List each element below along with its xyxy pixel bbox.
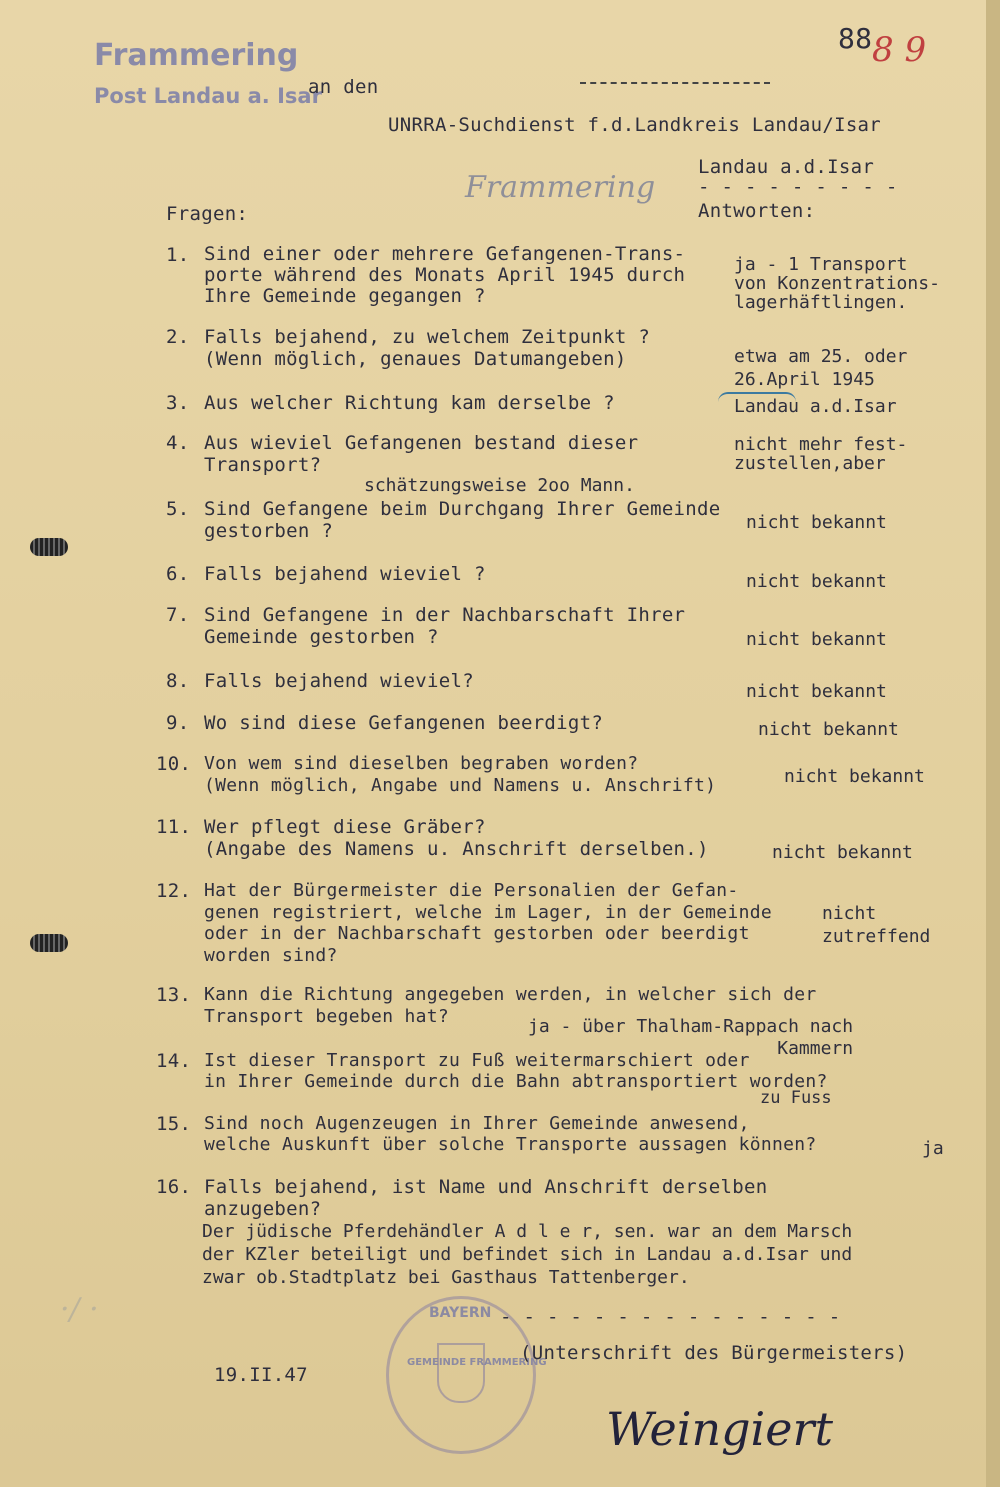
question-number: 6. [166,563,190,585]
question-text: Falls bejahend, zu welchem Zeitpunkt ? (Wenn möglich, genaues Datumangeben) [204,326,651,370]
header-signature-scribble: Frammering [465,170,656,205]
question-number: 5. [166,498,190,520]
answer-text: etwa am 25. oder 26.April 1945 [734,346,908,390]
answer-text: nicht bekannt [784,766,925,787]
answer-text: ja [922,1138,944,1159]
question-text: Kann die Richtung angegeben werden, in welcher sich der Transport begeben hat? [204,984,817,1027]
answer-text: zu Fuss [760,1088,832,1108]
question-text: Sind Gefangene in der Nachbarschaft Ihrer Gemeinde gestorben ? [204,604,686,648]
answer-text: ja - über Thalham-Rappach nach Kammern [528,1016,854,1059]
answer-text: nicht mehr fest- zustellen,aber [734,434,908,474]
answer-text: ja - 1 Transport von Konzentrations- lagerhäftlingen. [734,254,940,313]
punch-hole-icon [30,934,68,952]
answer-text: Der jüdische Pferdehändler A d l e r, sen. war an dem Marsch der KZler beteiligt und befindet sich in Landau a.d.Isar und zwar ob.Stadtplatz bei Gasthaus Tattenberger. [202,1221,853,1288]
question-text: Von wem sind dieselben begraben worden? (Wenn möglich, Angabe und Namens u. Anschrift) [204,753,717,796]
punch-hole-icon [30,538,68,556]
question-number: 9. [166,712,190,734]
question-text: Sind einer oder mehrere Gefangenen-Trans- porte während des Monats April 1945 durch Ihre Gemeinde gegangen ? [204,243,686,307]
paper-edge [986,0,1000,1487]
pencil-mark: ·/ · [60,1292,99,1327]
answer-text: nicht bekannt [772,842,913,863]
question-number: 16. [156,1176,192,1198]
question-number: 13. [156,984,192,1006]
question-text: Wo sind diese Gefangenen beerdigt? [204,712,604,734]
header-recipient: UNRRA-Suchdienst f.d.Landkreis Landau/Isar [388,114,882,136]
signature-rule: - - - - - - - - - - - - - - - [500,1306,841,1328]
header-prefix: an den [308,76,379,98]
answer-text: nicht bekannt [746,629,887,650]
question-text: Sind noch Augenzeugen in Ihrer Gemeinde anwesend, welche Auskunft über solche Transporte aussagen können? [204,1113,817,1155]
mayor-signature: Weingiert [606,1402,833,1456]
answer-text: nicht bekannt [746,512,887,533]
document-date: 19.II.47 [214,1364,308,1386]
question-number: 8. [166,670,190,692]
answers-heading: Antworten: [698,200,816,222]
seal-top-text: BAYERN [429,1305,492,1321]
question-number: 11. [156,816,192,838]
question-number: 14. [156,1050,192,1072]
answer-text: nicht bekannt [758,719,899,740]
question-text: Falls bejahend wieviel? [204,670,474,692]
question-text: Falls bejahend, ist Name und Anschrift derselben anzugeben? [204,1176,768,1220]
question-number: 1. [166,244,190,266]
signature-label: (Unterschrift des Bürgermeisters) [520,1342,908,1364]
question-text: Sind Gefangene beim Durchgang Ihrer Gemeinde gestorben ? [204,498,721,542]
header-place: Landau a.d.Isar [698,156,875,178]
answer-continuation: schätzungsweise 2oo Mann. [364,475,635,496]
answer-text: nicht bekannt [746,681,887,702]
question-text: Wer pflegt diese Gräber? (Angabe des Namens u. Anschrift derselben.) [204,816,709,860]
question-number: 10. [156,753,192,775]
page-number-handwritten: 8 9 [872,30,927,70]
question-number: 12. [156,880,192,902]
question-text: Hat der Bürgermeister die Personalien der Gefan- genen registriert, welche im Lager, in der Gemeinde oder in der Nachbarschaft gestorben oder beerdigt worden sind? [204,880,772,966]
answer-text: nicht bekannt [746,571,887,592]
question-number: 15. [156,1113,192,1135]
answer-text: nicht zutreffend [822,903,931,947]
question-text: Aus wieviel Gefangenen bestand dieser Transport? [204,432,639,476]
header-place-rule: - - - - - - - - - [698,176,898,198]
answer-text: Landau a.d.Isar [734,396,897,417]
question-number: 7. [166,604,190,626]
question-number: 2. [166,326,190,348]
stamp-post: Post Landau a. Isar [94,84,322,108]
stamp-municipality: Frammering [94,38,299,73]
question-text: Ist dieser Transport zu Fuß weitermarschiert oder in Ihrer Gemeinde durch die Bahn abtransportiert worden? [204,1050,828,1092]
question-number: 4. [166,432,190,454]
question-number: 3. [166,392,190,414]
seal-side-text: GEMEINDE FRAMMERING [407,1357,547,1368]
seal-coat-of-arms-icon [437,1343,485,1403]
question-text: Aus welcher Richtung kam derselbe ? [204,392,615,414]
questions-heading: Fragen: [166,203,249,225]
page-number: 88 [838,22,873,55]
header-rule [580,82,770,84]
question-text: Falls bejahend wieviel ? [204,563,486,585]
